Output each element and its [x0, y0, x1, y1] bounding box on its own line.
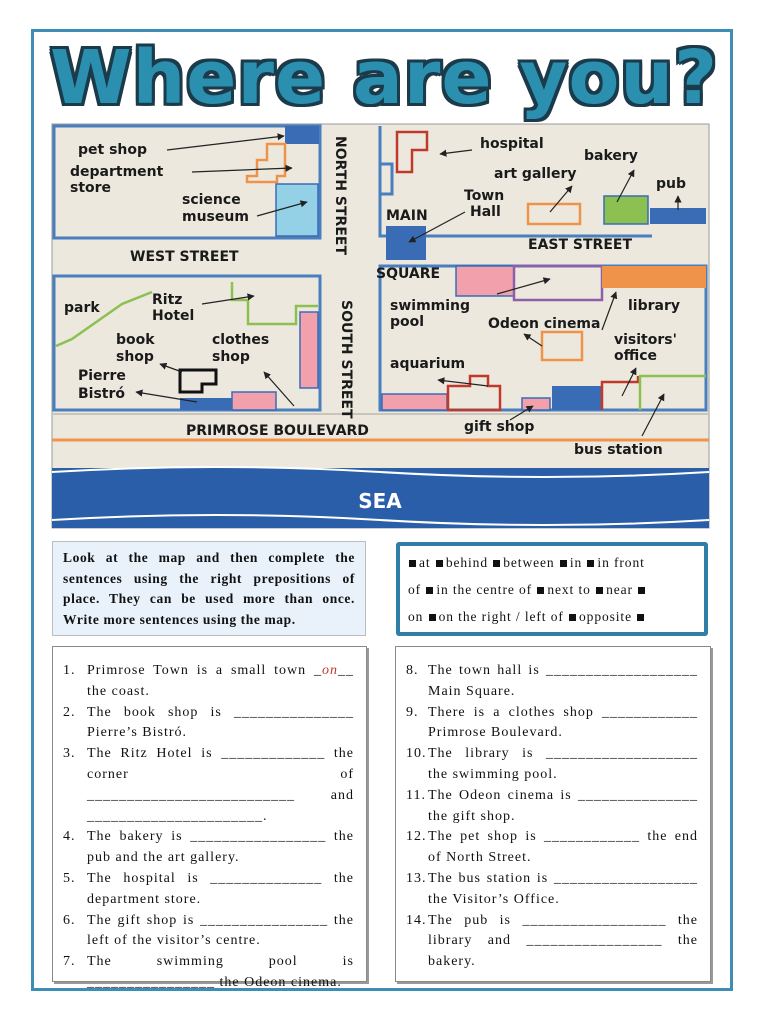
sentence-item: [406, 703, 698, 745]
label-aquarium: aquarium: [390, 356, 466, 372]
label-park: park: [64, 300, 100, 316]
word-in-the-centre-of: in the centre of: [436, 582, 533, 597]
sentence-item: [63, 661, 354, 703]
word-on-the-right-left-of: on the right / left of: [438, 609, 564, 624]
word-box: [396, 542, 708, 636]
sentence-number: 2.: [63, 704, 76, 720]
sentence-list-right: [396, 647, 710, 973]
sentence-number: 7.: [63, 954, 76, 970]
sentence-text: The pub is __________________ the library and _________________ the bakery.: [428, 912, 698, 970]
label-hall: Hall: [470, 204, 501, 220]
sentence-number: 13.: [406, 870, 427, 886]
label-bistro: Bistró: [78, 386, 126, 402]
label-hotel: Hotel: [152, 308, 195, 324]
word-box-line-3: [408, 603, 696, 630]
sentence-text: The town hall is ___________________ Main Square.: [428, 663, 698, 699]
sentence-text: Primrose Town is a small town _: [87, 663, 322, 678]
word-in: in: [569, 555, 583, 570]
gift-shop-building: [522, 398, 550, 410]
sentence-item: [406, 786, 698, 828]
label-library: library: [628, 298, 681, 314]
sentence-number: 10.: [406, 746, 427, 762]
sentence-item: [63, 744, 354, 827]
bullet-square-icon: [638, 587, 645, 594]
sentence-text: The gift shop is ________________ the left of the visitor’s centre.: [87, 912, 354, 949]
label-north-street: NORTH STREET: [332, 136, 348, 255]
word-at: at: [419, 555, 431, 570]
label-clothes: clothes: [212, 332, 270, 348]
label-ritz: Ritz: [152, 292, 183, 308]
word-behind: behind: [445, 555, 488, 570]
bullet-square-icon: [537, 587, 544, 594]
sentence-text: The swimming pool is ________________ the Odeon cinema.: [87, 954, 354, 990]
sentence-text: The Odeon cinema is _______________ the gift shop.: [428, 787, 698, 824]
bakery-building: [604, 196, 648, 224]
label-square: SQUARE: [376, 266, 441, 282]
label-west-street: WEST STREET: [130, 249, 239, 265]
label-department: department: [70, 164, 164, 180]
sentence-item: [63, 952, 354, 994]
book-shop-building: [180, 398, 232, 410]
sentence-text: The bus station is __________________ the Visitor’s Office.: [428, 870, 698, 907]
ne-notch: [380, 164, 392, 194]
sentence-item: [63, 827, 354, 869]
bullet-square-icon: [426, 587, 433, 594]
word-between: between: [503, 555, 555, 570]
label-primrose: PRIMROSE BOULEVARD: [186, 423, 369, 439]
label-hospital: hospital: [480, 136, 544, 152]
sentence-item: [406, 911, 698, 973]
label-store: store: [70, 180, 112, 196]
sentence-item: [406, 661, 698, 703]
word-on: on: [408, 609, 424, 624]
sentence-number: 3.: [63, 746, 76, 762]
label-museum: museum: [182, 209, 249, 225]
town-map: [52, 124, 709, 528]
label-visitors: visitors': [614, 332, 677, 348]
label-bakery: bakery: [584, 148, 638, 164]
sentence-item: [63, 911, 354, 953]
sentence-item: [406, 827, 698, 869]
instructions-box: Look at the map and then complete the sentences using the right prepositions of place. They can be used more than once. Write more sentences using the map.: [52, 541, 366, 636]
se-blue-building: [552, 386, 602, 410]
sentence-text: The Ritz Hotel is _____________ the corner of __________________________ and ______________________.: [87, 746, 354, 824]
bullet-square-icon: [587, 560, 594, 567]
sentence-text: The hospital is ______________ the department store.: [87, 870, 354, 907]
science-museum-building: [276, 184, 318, 236]
bullet-square-icon: [637, 614, 644, 621]
label-bus-station: bus station: [574, 442, 663, 458]
label-gift-shop: gift shop: [464, 419, 535, 435]
bullet-square-icon: [596, 587, 603, 594]
sentence-number: 11.: [406, 787, 426, 803]
label-sea: SEA: [358, 489, 402, 513]
sw-pink-building: [300, 312, 318, 388]
label-clothes-shop: shop: [212, 349, 250, 365]
pet-shop-building: [285, 126, 319, 144]
label-pet-shop: pet shop: [78, 142, 148, 158]
sentence-text: __ the coast.: [87, 663, 354, 699]
library-building: [602, 266, 706, 288]
sentence-item: [406, 744, 698, 786]
example-answer: on: [322, 663, 338, 678]
label-pool: pool: [390, 314, 425, 330]
word-opposite: opposite: [579, 609, 632, 624]
exercise-column-left: [52, 646, 367, 990]
label-science: science: [182, 192, 241, 208]
pub-building: [650, 208, 706, 224]
sentence-text: The book shop is _______________ Pierre’s Bistró.: [87, 704, 354, 741]
word-next-to: next to: [547, 582, 591, 597]
sentence-number: 6.: [63, 912, 76, 928]
clothes-shop-building: [232, 392, 276, 410]
town-hall-building: [386, 226, 426, 260]
sentence-number: 5.: [63, 870, 76, 886]
label-shop: shop: [116, 349, 154, 365]
word-box-line-1: [408, 549, 696, 576]
sentence-number: 14.: [406, 912, 427, 928]
sentence-item: [406, 869, 698, 911]
bullet-square-icon: [569, 614, 576, 621]
sentence-list-left: [53, 647, 366, 994]
bullet-square-icon: [493, 560, 500, 567]
label-main: MAIN: [386, 208, 428, 224]
sentence-text: The bakery is _________________ the pub and the art gallery.: [87, 829, 354, 866]
sentence-number: 12.: [406, 829, 427, 845]
bullet-square-icon: [436, 560, 443, 567]
sentence-text: The library is ___________________ the swimming pool.: [428, 746, 698, 782]
label-east-street: EAST STREET: [528, 237, 632, 253]
sentence-item: [63, 869, 354, 911]
sentence-item: [63, 703, 354, 745]
sentence-number: 1.: [63, 663, 76, 678]
label-pub: pub: [656, 176, 687, 192]
sentence-number: 9.: [406, 704, 419, 720]
bullet-square-icon: [429, 614, 436, 621]
bullet-square-icon: [560, 560, 567, 567]
label-book: book: [116, 332, 155, 348]
exercise-column-right: [395, 646, 711, 982]
page-title: Where are you?: [49, 35, 718, 121]
word-near: near: [606, 582, 633, 597]
word-of: of: [408, 582, 422, 597]
aquarium-building: [382, 394, 447, 410]
bullet-square-icon: [409, 560, 416, 567]
label-art-gallery: art gallery: [494, 166, 577, 182]
label-swimming: swimming: [390, 298, 471, 314]
word-box-line-2: [408, 576, 696, 603]
label-town: Town: [464, 188, 505, 204]
label-south-street: SOUTH STREET: [338, 300, 354, 419]
sentence-number: 4.: [63, 829, 76, 845]
label-pierre: Pierre: [78, 368, 126, 384]
label-odeon: Odeon cinema: [488, 316, 601, 332]
word-in-front: in front: [597, 555, 645, 570]
sentence-text: The pet shop is ____________ the end of North Street.: [428, 829, 698, 866]
label-office: office: [614, 348, 658, 364]
sentence-number: 8.: [406, 663, 419, 678]
sentence-text: There is a clothes shop ____________ Primrose Boulevard.: [428, 704, 698, 741]
